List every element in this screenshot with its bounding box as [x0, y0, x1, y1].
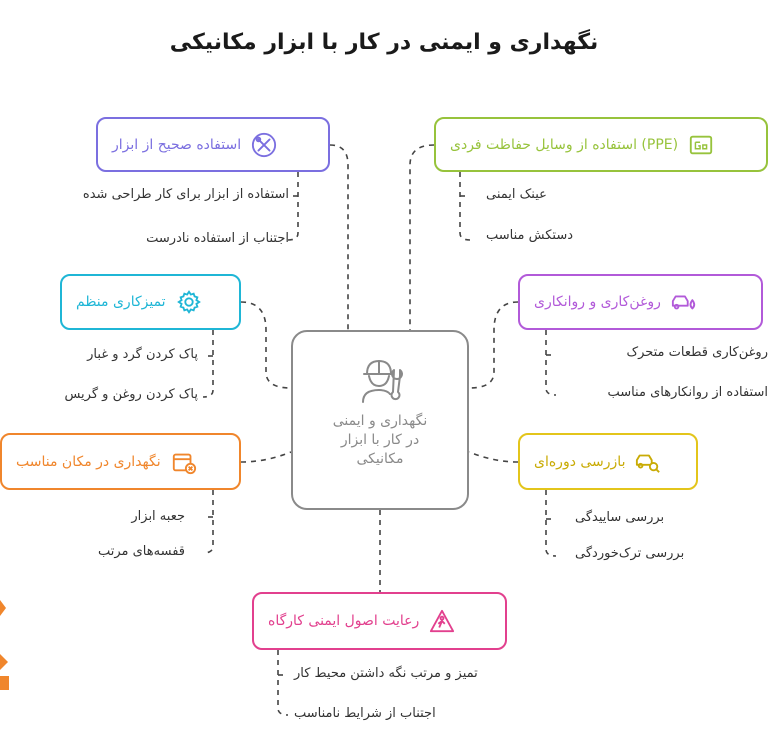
center-line-2: در کار با ابزار — [340, 432, 420, 448]
node-ppe — [434, 117, 768, 172]
connector-ppe — [410, 145, 434, 330]
connector-lubrication — [469, 302, 518, 388]
car-oil-icon — [671, 289, 697, 315]
brand-logo-fragment — [0, 598, 12, 694]
lubrication-item-2: استفاده از روانکارهای مناسب — [607, 385, 768, 400]
node-ppe-label: (PPE) استفاده از وسایل حفاظت فردی — [450, 136, 679, 153]
ppe-item-2: دستکش مناسب — [486, 228, 573, 243]
node-workshop-safety — [252, 592, 507, 650]
gear-icon — [176, 289, 202, 315]
mechanic-icon — [359, 356, 405, 404]
inspection-item-2: بررسی ترک‌خوردگی — [575, 546, 685, 561]
car-inspection-icon — [635, 449, 661, 475]
storage-item-2: قفسه‌های مرتب — [97, 544, 185, 559]
node-storage-label: نگهداری در مکان مناسب — [16, 453, 161, 470]
node-inspection-label: بازرسی دوره‌ای — [534, 453, 626, 470]
workshop-safety-item-1: تمیز و مرتب نگه داشتن محیط کار — [294, 666, 478, 681]
storage-box-icon — [171, 449, 197, 475]
ppe-item-1: عینک ایمنی — [486, 187, 547, 202]
node-lubrication — [518, 274, 763, 330]
node-correct-use — [96, 117, 330, 172]
wrench-screwdriver-icon — [251, 132, 277, 158]
center-node — [291, 330, 469, 510]
node-storage — [0, 433, 241, 490]
node-lubrication-label: روغن‌کاری و روانکاری — [534, 294, 661, 310]
connector-cleaning — [241, 302, 291, 388]
connector-storage — [241, 452, 291, 462]
inspection-item-1: بررسی ساییدگی — [575, 510, 665, 525]
workshop-safety-item-2: اجتناب از شرایط نامناسب — [294, 706, 436, 721]
center-line-3: مکانیکی — [356, 451, 404, 467]
correct-use-item-2: اجتناب از استفاده نادرست — [146, 231, 289, 246]
storage-item-1: جعبه ابزار — [131, 509, 185, 524]
node-correct-use-label: استفاده صحیح از ابزار — [112, 136, 242, 153]
connector-correct-use — [330, 145, 348, 330]
connector-inspection — [469, 452, 518, 462]
lubrication-item-1: روغن‌کاری قطعات متحرک — [626, 345, 768, 360]
node-inspection — [518, 433, 698, 490]
node-cleaning — [60, 274, 241, 330]
ppe-icon — [688, 132, 714, 158]
center-line-1: نگهداری و ایمنی — [332, 413, 428, 429]
cleaning-item-1: پاک کردن گرد و غبار — [87, 347, 198, 362]
correct-use-item-1: استفاده از ابزار برای کار طراحی شده — [82, 187, 289, 202]
node-cleaning-label: تمیزکاری منظم — [76, 294, 166, 310]
diagram-title: نگهداری و ایمنی در کار با ابزار مکانیکی — [169, 30, 599, 55]
cleaning-item-2: پاک کردن روغن و گریس — [64, 387, 198, 402]
road-work-icon — [429, 608, 455, 634]
node-workshop-safety-label: رعایت اصول ایمنی کارگاه — [268, 613, 420, 629]
